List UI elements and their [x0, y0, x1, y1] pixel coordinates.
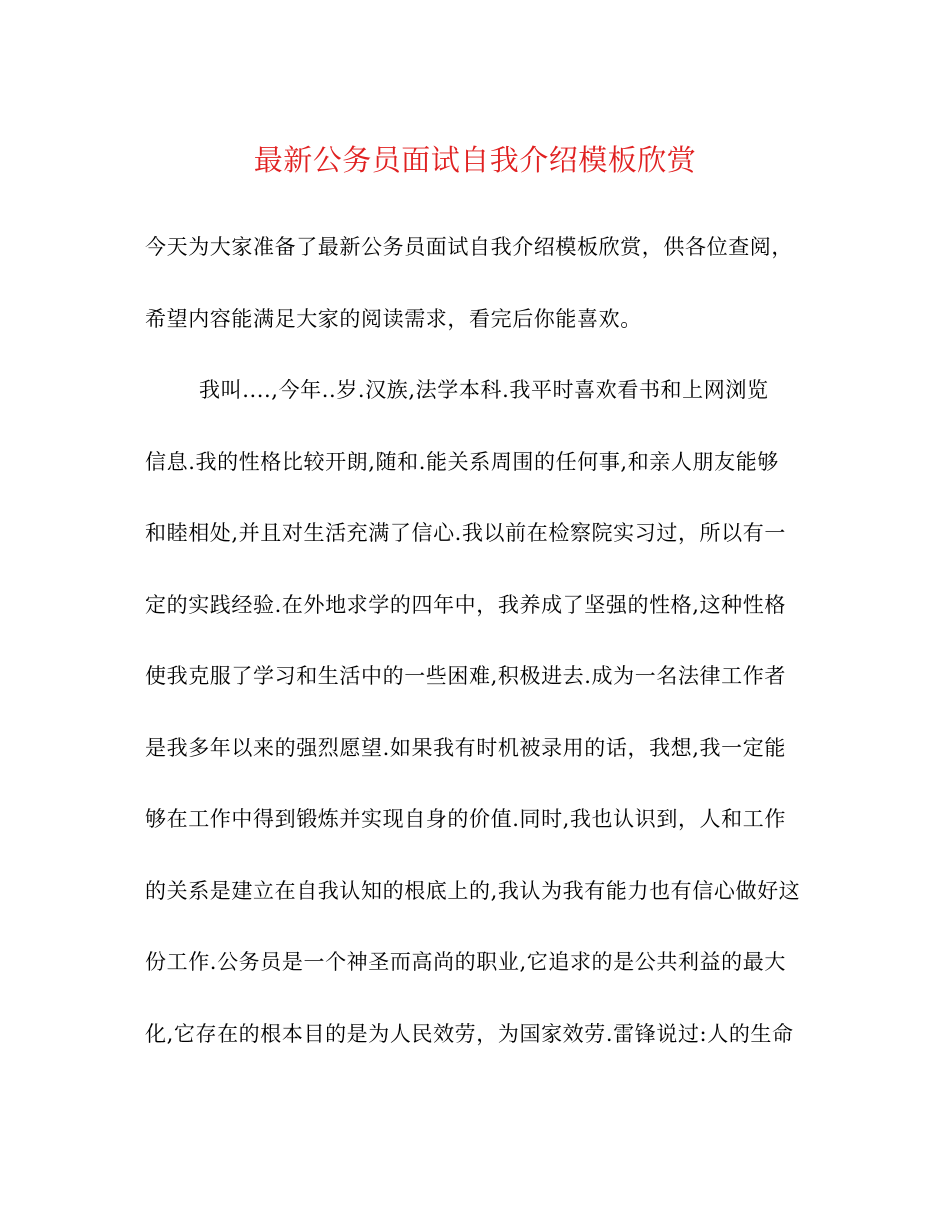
paragraph-line-6: 是我多年以来的强烈愿望.如果我有时机被录用的话，我想,我一定能: [145, 735, 786, 760]
paragraph-line-7: 够在工作中得到锻炼并实现自身的价值.同时,我也认识到，人和工作: [145, 807, 786, 831]
document-title: 最新公务员面试自我介绍模板欣赏: [253, 143, 697, 177]
paragraph-line-10: 化,它存在的根本目的是为人民效劳，为国家效劳.雷锋说过:人的生命: [145, 1021, 794, 1046]
intro-line-1: 今天为大家准备了最新公务员面试自我介绍模板欣赏，供各位查阅，: [145, 235, 793, 259]
paragraph-line-4: 定的实践经验.在外地求学的四年中，我养成了坚强的性格,这种性格: [145, 592, 786, 617]
paragraph-line-9: 份工作.公务员是一个神圣而高尚的职业,它追求的是公共利益的最大: [145, 950, 786, 974]
paragraph-line-1: 我叫....,今年..岁.汉族,法学本科.我平时喜欢看书和上网浏览: [199, 378, 769, 402]
paragraph-line-5: 使我克服了学习和生活中的一些困难,积极进去.成为一名法律工作者: [145, 664, 786, 688]
paragraph-line-3: 和睦相处,并且对生活充满了信心.我以前在检察院实习过，所以有一: [145, 521, 786, 545]
document-body: [145, 225, 815, 1083]
paragraph-line-8: 的关系是建立在自我认知的根底上的,我认为我有能力也有信心做好这: [145, 878, 801, 903]
intro-line-2: 希望内容能满足大家的阅读需求，看完后你能喜欢。: [145, 306, 642, 331]
paragraph-line-2: 信息.我的性格比较开朗,随和.能关系周围的任何事,和亲人朋友能够: [145, 449, 779, 474]
